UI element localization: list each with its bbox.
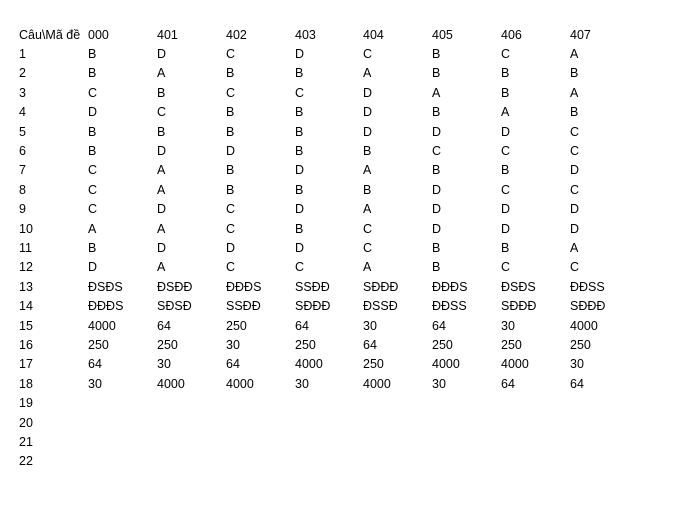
answer-cell: D (157, 143, 167, 158)
answer-cell: C (501, 182, 511, 197)
answer-cell: 4000 (226, 376, 254, 391)
answer-cell: 30 (226, 337, 240, 352)
answer-cell: D (363, 124, 373, 139)
question-number-cell: 1 (19, 46, 26, 61)
header-row (0, 26, 693, 45)
answer-cell: B (88, 143, 97, 158)
answer-cell: 250 (432, 337, 453, 352)
table-row (0, 200, 693, 219)
answer-cell: 4000 (88, 318, 116, 333)
answer-cell: B (88, 46, 97, 61)
answer-cell: D (432, 124, 442, 139)
table-row (0, 123, 693, 142)
answer-cell: C (570, 143, 580, 158)
question-number-cell: 11 (19, 240, 32, 255)
answer-cell: C (432, 143, 442, 158)
answer-cell: B (88, 240, 97, 255)
table-row (0, 278, 693, 297)
question-number-cell: 4 (19, 105, 26, 120)
answer-cell: SĐĐĐ (501, 299, 537, 314)
question-number-cell: 21 (19, 434, 33, 449)
answer-cell: B (432, 163, 441, 178)
answer-cell: B (226, 182, 235, 197)
table-row (0, 452, 693, 471)
answer-cell: 64 (295, 318, 309, 333)
answer-cell: 4000 (157, 376, 185, 391)
answer-cell: D (501, 124, 511, 139)
answer-cell: B (501, 163, 510, 178)
answer-cell: D (570, 202, 580, 217)
answer-cell: D (88, 260, 98, 275)
answer-cell: B (432, 105, 441, 120)
question-number-cell: 16 (19, 337, 33, 352)
question-number-cell: 20 (19, 415, 33, 430)
answer-cell: C (88, 202, 98, 217)
answer-cell: B (157, 124, 166, 139)
answer-cell: 64 (226, 357, 240, 372)
answer-cell: B (501, 85, 510, 100)
question-number-cell: 12 (19, 260, 33, 275)
answer-cell: 4000 (501, 357, 529, 372)
answer-cell: B (570, 66, 579, 81)
answer-cell: A (432, 85, 441, 100)
answer-cell: D (432, 202, 442, 217)
answer-cell: 64 (157, 318, 171, 333)
table-row (0, 181, 693, 200)
answer-cell: B (501, 66, 510, 81)
table-row (0, 258, 693, 277)
header-cell-code: 406 (501, 27, 522, 42)
answer-cell: B (363, 182, 372, 197)
answer-cell: A (157, 221, 166, 236)
question-number-cell: 18 (19, 376, 33, 391)
answer-cell: 4000 (363, 376, 391, 391)
answer-cell: ĐSĐĐ (157, 279, 193, 294)
question-number-cell: 7 (19, 163, 26, 178)
answer-cell: ĐĐĐS (432, 279, 468, 294)
answer-cell: D (88, 105, 98, 120)
header-cell-code: 402 (226, 27, 247, 42)
table-row (0, 297, 693, 316)
header-cell-code: 401 (157, 27, 178, 42)
answer-cell: A (570, 46, 579, 61)
answer-cell: C (226, 46, 236, 61)
answer-cell: D (570, 163, 580, 178)
question-number-cell: 5 (19, 124, 26, 139)
answer-cell: D (295, 163, 305, 178)
question-number-cell: 10 (19, 221, 33, 236)
table-row (0, 355, 693, 374)
answer-cell: B (295, 182, 304, 197)
answer-cell: 4000 (432, 357, 460, 372)
table-row (0, 317, 693, 336)
header-cell-question-code: Câu\Mã đề (19, 27, 81, 42)
answer-cell: C (226, 85, 236, 100)
answer-cell: B (295, 143, 304, 158)
question-number-cell: 9 (19, 202, 26, 217)
answer-cell: 250 (501, 337, 522, 352)
answer-cell: A (157, 182, 166, 197)
table-row (0, 45, 693, 64)
answer-cell: A (88, 221, 97, 236)
answer-cell: D (432, 221, 442, 236)
answer-cell: C (570, 260, 580, 275)
answer-cell: C (363, 221, 373, 236)
answer-cell: 250 (295, 337, 316, 352)
table-row (0, 142, 693, 161)
answer-cell: C (501, 46, 511, 61)
answer-cell: D (157, 240, 167, 255)
table-row (0, 161, 693, 180)
answer-cell: 250 (157, 337, 178, 352)
answer-cell: D (295, 240, 305, 255)
answer-cell: B (226, 124, 235, 139)
answer-cell: B (363, 143, 372, 158)
answer-cell: D (363, 105, 373, 120)
table-row (0, 220, 693, 239)
table-row (0, 64, 693, 83)
answer-cell: 30 (501, 318, 515, 333)
answer-cell: C (226, 221, 236, 236)
answer-cell: A (363, 66, 372, 81)
answer-cell: B (88, 66, 97, 81)
answer-cell: C (570, 182, 580, 197)
answer-cell: C (295, 260, 305, 275)
answer-cell: B (157, 85, 166, 100)
answer-cell: C (501, 260, 511, 275)
answer-cell: B (295, 105, 304, 120)
answer-cell: ĐĐSS (432, 299, 467, 314)
answer-cell: B (501, 240, 510, 255)
answer-cell: D (157, 202, 167, 217)
table-row (0, 414, 693, 433)
answer-cell: C (226, 260, 236, 275)
answer-cell: SĐĐĐ (295, 299, 331, 314)
answer-cell: 250 (226, 318, 247, 333)
table-row (0, 375, 693, 394)
answer-cell: 64 (570, 376, 584, 391)
table-row (0, 239, 693, 258)
header-cell-code: 407 (570, 27, 591, 42)
answer-cell: 4000 (295, 357, 323, 372)
header-cell-code: 000 (88, 27, 109, 42)
answer-cell: 250 (88, 337, 109, 352)
answer-cell: D (226, 240, 236, 255)
question-number-cell: 6 (19, 143, 26, 158)
answer-cell: 64 (432, 318, 446, 333)
answer-cell: B (226, 105, 235, 120)
answer-cell: B (295, 221, 304, 236)
answer-cell: SĐĐĐ (363, 279, 399, 294)
header-cell-code: 403 (295, 27, 316, 42)
answer-cell: 30 (88, 376, 102, 391)
table-row (0, 84, 693, 103)
answer-cell: SSĐĐ (295, 279, 330, 294)
answer-cell: C (363, 240, 373, 255)
answer-cell: 64 (88, 357, 102, 372)
answer-cell: 30 (295, 376, 309, 391)
answer-cell: 30 (157, 357, 171, 372)
answer-cell: C (88, 182, 98, 197)
answer-cell: A (157, 163, 166, 178)
question-number-cell: 22 (19, 454, 33, 469)
question-number-cell: 8 (19, 182, 26, 197)
answer-cell: 30 (570, 357, 584, 372)
answer-cell: C (363, 46, 373, 61)
table-row (0, 103, 693, 122)
answer-cell: D (363, 85, 373, 100)
answer-cell: D (570, 221, 580, 236)
question-number-cell: 3 (19, 85, 26, 100)
answer-cell: C (157, 105, 167, 120)
answer-cell: ĐĐĐS (88, 299, 124, 314)
answer-cell: 250 (363, 357, 384, 372)
answer-cell: ĐSĐS (501, 279, 536, 294)
answer-cell: C (88, 85, 98, 100)
answer-cell: SSĐĐ (226, 299, 261, 314)
answer-cell: B (226, 163, 235, 178)
answer-cell: D (295, 46, 305, 61)
answer-cell: SĐSĐ (157, 299, 192, 314)
answer-cell: B (432, 260, 441, 275)
answer-cell: 4000 (570, 318, 598, 333)
answer-cell: B (226, 66, 235, 81)
table-row (0, 336, 693, 355)
answer-cell: A (570, 85, 579, 100)
answer-cell: B (88, 124, 97, 139)
answer-cell: A (157, 260, 166, 275)
answer-cell: D (501, 221, 511, 236)
header-cell-code: 405 (432, 27, 453, 42)
answer-cell: ĐSSĐ (363, 299, 398, 314)
table-row (0, 394, 693, 413)
answer-cell: A (363, 163, 372, 178)
answer-cell: 30 (432, 376, 446, 391)
answer-cell: D (157, 46, 167, 61)
answer-cell: 64 (501, 376, 515, 391)
answer-cell: A (570, 240, 579, 255)
header-cell-code: 404 (363, 27, 384, 42)
answer-cell: B (570, 105, 579, 120)
answer-cell: B (432, 240, 441, 255)
question-number-cell: 13 (19, 279, 33, 294)
answer-cell: ĐĐĐS (226, 279, 262, 294)
question-number-cell: 19 (19, 396, 33, 411)
answer-cell: C (501, 143, 511, 158)
question-number-cell: 17 (19, 357, 33, 372)
answer-cell: C (570, 124, 580, 139)
answer-cell: D (501, 202, 511, 217)
answer-cell: A (363, 202, 372, 217)
answer-cell: B (295, 124, 304, 139)
answer-cell: B (432, 46, 441, 61)
answer-cell: A (363, 260, 372, 275)
answer-cell: D (226, 143, 236, 158)
answer-cell: C (88, 163, 98, 178)
question-number-cell: 15 (19, 318, 33, 333)
question-number-cell: 2 (19, 66, 26, 81)
answer-cell: SĐĐĐ (570, 299, 606, 314)
answer-cell: 30 (363, 318, 377, 333)
answer-cell: D (432, 182, 442, 197)
answer-cell: C (226, 202, 236, 217)
answer-cell: 64 (363, 337, 377, 352)
answer-cell: D (295, 202, 305, 217)
answer-cell: C (295, 85, 305, 100)
answer-cell: B (432, 66, 441, 81)
answer-cell: ĐSĐS (88, 279, 123, 294)
table-row (0, 433, 693, 452)
answer-cell: A (501, 105, 510, 120)
answer-cell: ĐĐSS (570, 279, 605, 294)
question-number-cell: 14 (19, 299, 33, 314)
answer-cell: B (295, 66, 304, 81)
answer-cell: 250 (570, 337, 591, 352)
answer-cell: A (157, 66, 166, 81)
